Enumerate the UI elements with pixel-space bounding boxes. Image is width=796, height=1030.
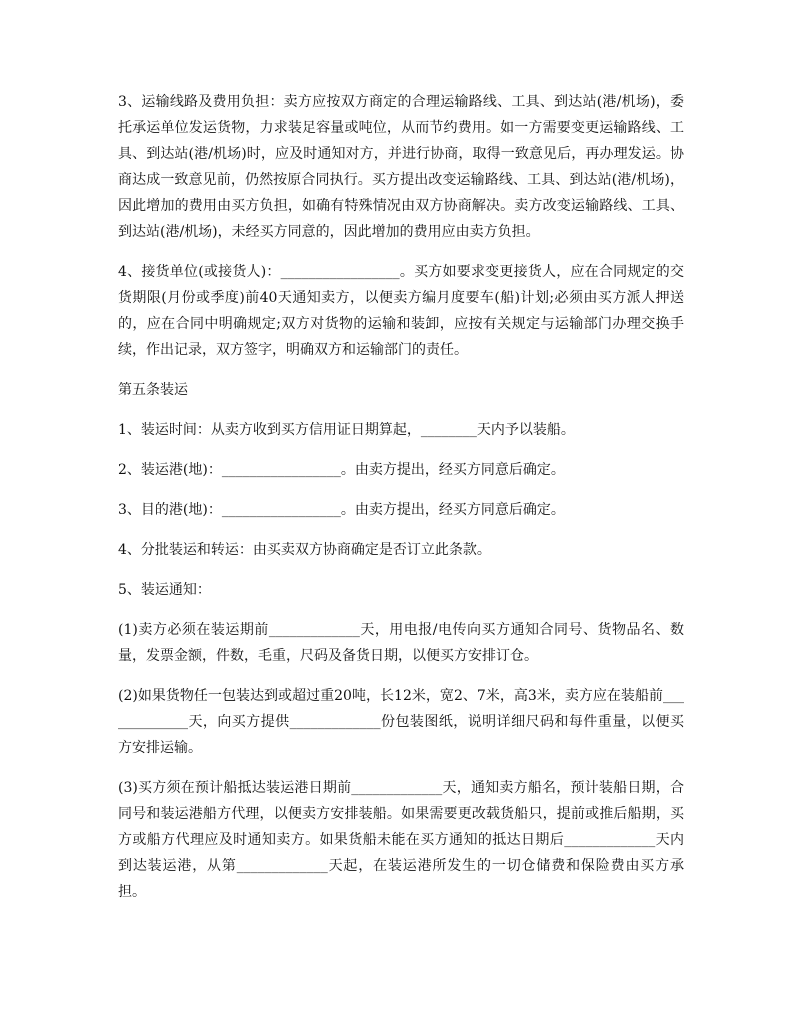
- subclause-notice-2: (2)如果货物任一包装达到或超过重20吨，长12米，宽2、7米，高3米，卖方应在装船前_____________天，向买方提供_____________份包装图纸，说明详细尺码和每件重量，以便买方安排运输。: [118, 688, 684, 756]
- clause-partial-shipment: 4、分批装运和转运：由买卖双方协商确定是否订立此条款。: [118, 542, 491, 558]
- section-heading-shipment: 第五条装运: [118, 382, 188, 398]
- clause-shipment-time: 1、装运时间：从卖方收到买方信用证日期算起，________天内予以装船。: [118, 422, 575, 438]
- clause-consignee: 4、接货单位(或接货人)：_________________。买方如要求变更接货人，应在合同规定的交货期限(月份或季度)前40天通知卖方，以便卖方编月度要车(船)计划;必须由买方派人押送的，应在合同中明确规定;双方对货物的运输和装卸，应按有关规定与运输部门办理交换手续，作出记录，双方签字，明确双方和运输部门的责任。: [118, 264, 684, 358]
- clause-transport-route-cost: 3、运输线路及费用负担：卖方应按双方商定的合理运输路线、工具、到达站(港/机场)，委托承运单位发运货物，力求装足容量或吨位，从而节约费用。如一方需要变更运输路线、工具、到达站(港/机场)时，应及时通知对方，并进行协商，取得一致意见后，再办理发运。协商达成一致意见前，仍然按原合同执行。买方提出改变运输路线、工具、到达站(港/机场)，因此增加的费用由买方负担，如确有特殊情况由双方协商解决。卖方改变运输路线、工具、到达站(港/机场)，未经买方同意的，因此增加的费用应由卖方负担。: [118, 94, 684, 240]
- clause-destination-port: 3、目的港(地)：_________________。由卖方提出，经买方同意后确定。: [118, 502, 565, 518]
- subclause-notice-3: (3)买方须在预计船抵达装运港日期前_____________天，通知卖方船名，预计装船日期，合同号和装运港船方代理，以便卖方安排装船。如果需要更改载货船只，提前或推后船期，买方或船方代理应及时通知卖方。如果货船未能在买方通知的抵达日期后_____________天内到达装运港，从第_____________天起，在装运港所发生的一切仓储费和保险费由买方承担。: [118, 780, 684, 900]
- clause-shipment-notice: 5、装运通知：: [118, 582, 211, 598]
- clause-loading-port: 2、装运港(地)：_________________。由卖方提出，经买方同意后确定。: [118, 462, 565, 478]
- document-body: [118, 89, 684, 919]
- subclause-notice-1: (1)卖方必须在装运期前_____________天，用电报/电传向买方通知合同号、货物品名、数量，发票金额，件数，毛重，尺码及备货日期，以便买方安排订仓。: [118, 622, 684, 664]
